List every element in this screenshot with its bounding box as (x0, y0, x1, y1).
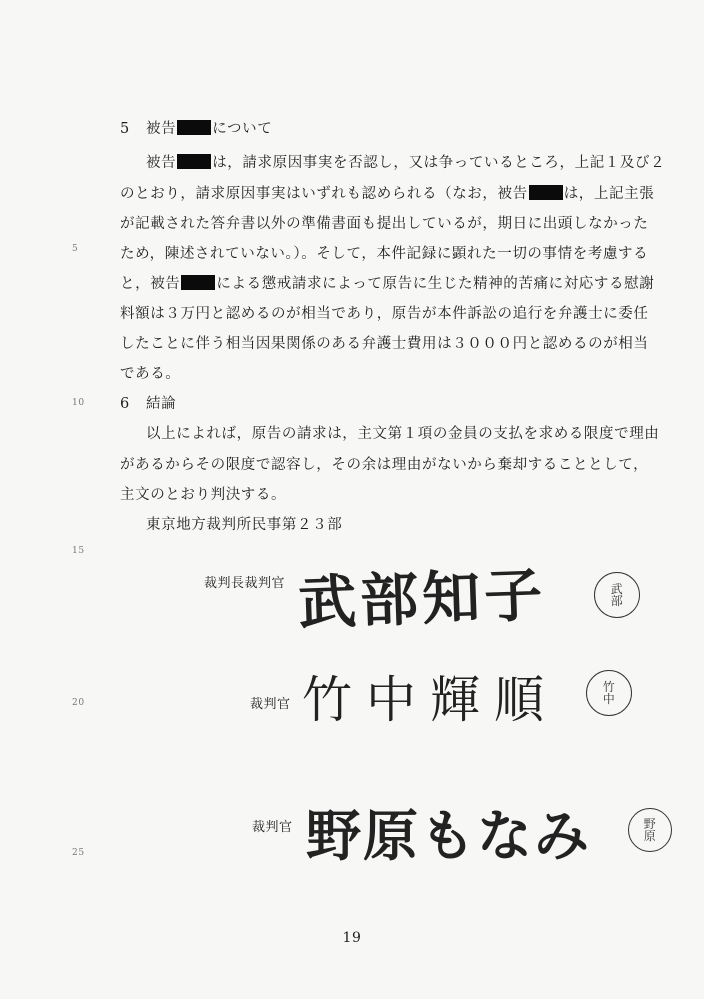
paragraph-line: 主文のとおり判決する。 (120, 487, 287, 503)
handwritten-signature: 竹中輝順 (302, 671, 558, 729)
heading-text: 結論 (146, 396, 177, 412)
section-number: 5 (120, 121, 130, 137)
paragraph-line: ため，陳述されていない。）。そして，本件記録に顕れた一切の事情を考慮する (120, 246, 649, 262)
line-number: 25 (72, 848, 85, 858)
paragraph-line: したことに伴う相当因果関係のある弁護士費用は３０００円と認めるのが相当 (120, 336, 649, 352)
paragraph-line: があるからその限度で認容し，その余は理由がないから棄却することとして， (120, 457, 649, 473)
handwritten-signature: 武部知子 (297, 560, 548, 638)
redaction-box (181, 275, 215, 290)
paragraph-line (146, 151, 665, 172)
judge-title: 裁判長裁判官 (204, 576, 286, 591)
judge-title: 裁判官 (252, 820, 293, 835)
paragraph-line (120, 182, 654, 203)
text-fragment: 被告 (146, 155, 177, 171)
line-number: 15 (72, 546, 85, 556)
judge-seal: 武 部 (594, 572, 640, 618)
redaction-box (529, 185, 563, 200)
line-number: 5 (72, 244, 79, 254)
judge-title: 裁判官 (250, 697, 291, 712)
section-heading (120, 392, 176, 413)
section-heading (120, 117, 272, 138)
text-fragment: は，請求原因事実を否認し，又は争っているところ，上記１及び２ (212, 155, 666, 171)
section-number: 6 (120, 396, 130, 412)
text-fragment: は，上記主張 (563, 186, 655, 202)
paragraph-line: である。 (120, 366, 181, 382)
handwritten-signature: 野原もなみ (306, 804, 592, 868)
redaction-box (177, 154, 211, 169)
text-fragment: による懲戒請求によって原告に生じた精神的苦痛に対応する慰謝 (216, 276, 655, 292)
text-fragment: と，被告 (120, 276, 181, 292)
line-number: 10 (72, 398, 85, 408)
line-number: 20 (72, 698, 85, 708)
heading-text: について (212, 121, 273, 137)
paragraph-line: が記載された答弁書以外の準備書面も提出しているが，期日に出頭しなかった (120, 216, 649, 232)
paragraph-line: 以上によれば，原告の請求は，主文第１項の金員の支払を求める限度で理由 (146, 426, 660, 442)
text-fragment: のとおり，請求原因事実はいずれも認められる（なお，被告 (120, 186, 528, 202)
judge-seal: 野 原 (628, 808, 672, 852)
page-number: 19 (342, 930, 362, 946)
paragraph-line (120, 272, 654, 293)
heading-text: 被告 (146, 121, 177, 137)
redaction-box (177, 120, 211, 135)
paragraph-line: 料額は３万円と認めるのが相当であり，原告が本件訴訟の追行を弁護士に委任 (120, 306, 649, 322)
court-name: 東京地方裁判所民事第２３部 (146, 517, 343, 533)
judge-seal: 竹 中 (586, 670, 632, 716)
